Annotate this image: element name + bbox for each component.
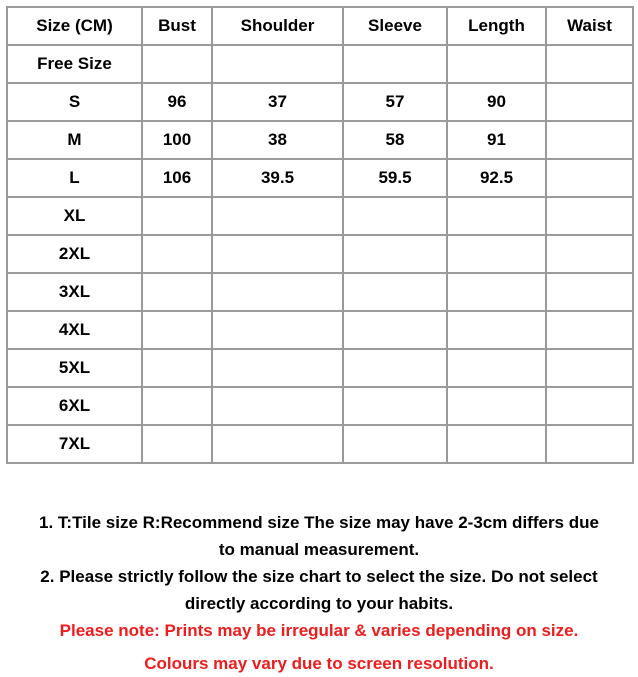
cell-size: XL [7, 197, 142, 235]
cell-waist [546, 349, 633, 387]
cell-bust [142, 311, 212, 349]
cell-length [447, 235, 546, 273]
cell-length [447, 311, 546, 349]
table-row [7, 349, 633, 387]
header-shoulder: Shoulder [212, 7, 343, 45]
cell-waist [546, 273, 633, 311]
cell-bust: 106 [142, 159, 212, 197]
cell-length [447, 387, 546, 425]
cell-size: 2XL [7, 235, 142, 273]
cell-bust [142, 235, 212, 273]
cell-size: 7XL [7, 425, 142, 463]
cell-sleeve: 58 [343, 121, 447, 159]
cell-sleeve [343, 349, 447, 387]
table-row [7, 197, 633, 235]
cell-sleeve [343, 311, 447, 349]
cell-length: 91 [447, 121, 546, 159]
table-row [7, 45, 633, 83]
cell-waist [546, 45, 633, 83]
table-row [7, 387, 633, 425]
cell-sleeve [343, 235, 447, 273]
warning-colours: Colours may vary due to screen resolution. [144, 654, 494, 673]
header-length: Length [447, 7, 546, 45]
cell-bust [142, 425, 212, 463]
cell-sleeve [343, 425, 447, 463]
table-body [7, 45, 633, 463]
cell-shoulder [212, 273, 343, 311]
header-size: Size (CM) [7, 7, 142, 45]
cell-sleeve [343, 197, 447, 235]
cell-waist [546, 311, 633, 349]
table-header-row [7, 7, 633, 45]
cell-bust [142, 387, 212, 425]
table-row [7, 235, 633, 273]
cell-size: 4XL [7, 311, 142, 349]
cell-shoulder: 38 [212, 121, 343, 159]
table-row [7, 159, 633, 197]
cell-length: 90 [447, 83, 546, 121]
cell-shoulder [212, 311, 343, 349]
cell-bust: 100 [142, 121, 212, 159]
cell-shoulder [212, 425, 343, 463]
cell-length [447, 425, 546, 463]
cell-size: S [7, 83, 142, 121]
cell-waist [546, 83, 633, 121]
cell-shoulder [212, 197, 343, 235]
cell-sleeve: 57 [343, 83, 447, 121]
table-row [7, 121, 633, 159]
cell-bust: 96 [142, 83, 212, 121]
cell-size: Free Size [7, 45, 142, 83]
cell-bust [142, 273, 212, 311]
cell-waist [546, 121, 633, 159]
note-1-line-1: 1. T:Tile size R:Recommend size The size may have 2-3cm differs due [39, 513, 599, 532]
table-row [7, 425, 633, 463]
table-row [7, 273, 633, 311]
cell-sleeve [343, 387, 447, 425]
cell-bust [142, 197, 212, 235]
warning-prints: Please note: Prints may be irregular & varies depending on size. [59, 621, 579, 640]
cell-shoulder: 39.5 [212, 159, 343, 197]
note-2-line-2: directly according to your habits. [184, 594, 454, 613]
table-row [7, 311, 633, 349]
cell-waist [546, 425, 633, 463]
note-2-line-1: 2. Please strictly follow the size chart to select the size. Do not select [40, 567, 598, 586]
cell-bust [142, 45, 212, 83]
cell-waist [546, 235, 633, 273]
cell-size: L [7, 159, 142, 197]
table-row [7, 83, 633, 121]
cell-shoulder [212, 387, 343, 425]
header-bust: Bust [142, 7, 212, 45]
cell-waist [546, 197, 633, 235]
size-notes [0, 509, 638, 677]
cell-sleeve: 59.5 [343, 159, 447, 197]
cell-size: 6XL [7, 387, 142, 425]
cell-shoulder [212, 235, 343, 273]
cell-size: 3XL [7, 273, 142, 311]
cell-size: M [7, 121, 142, 159]
header-waist: Waist [546, 7, 633, 45]
note-1-line-2: to manual measurement. [218, 540, 420, 559]
header-sleeve: Sleeve [343, 7, 447, 45]
size-chart-table [6, 6, 634, 464]
cell-shoulder: 37 [212, 83, 343, 121]
cell-sleeve [343, 273, 447, 311]
cell-size: 5XL [7, 349, 142, 387]
cell-shoulder [212, 349, 343, 387]
cell-length [447, 197, 546, 235]
cell-waist [546, 387, 633, 425]
cell-length: 92.5 [447, 159, 546, 197]
cell-sleeve [343, 45, 447, 83]
cell-length [447, 349, 546, 387]
cell-bust [142, 349, 212, 387]
cell-length [447, 273, 546, 311]
cell-waist [546, 159, 633, 197]
cell-shoulder [212, 45, 343, 83]
cell-length [447, 45, 546, 83]
